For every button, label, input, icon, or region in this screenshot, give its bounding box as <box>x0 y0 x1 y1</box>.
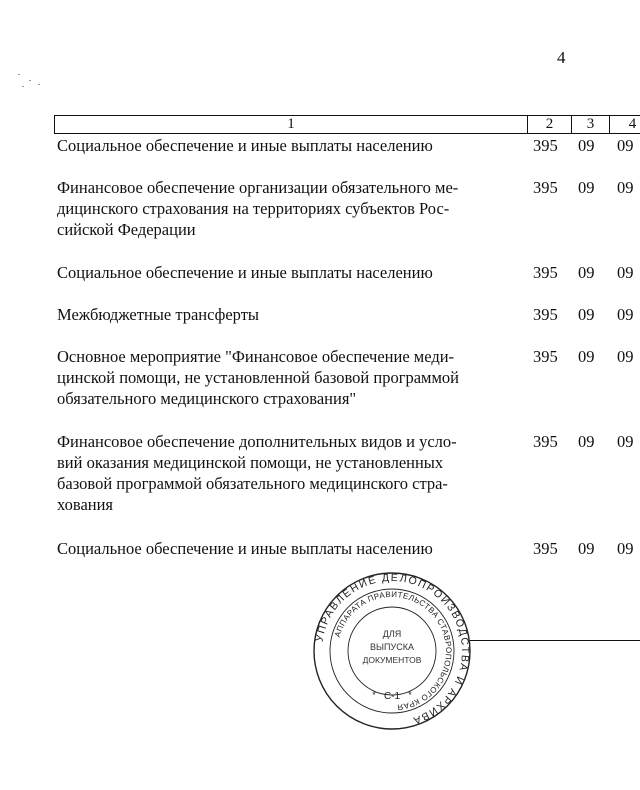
row-line: Социальное обеспечение и иные выплаты населению <box>57 136 433 155</box>
row-description <box>57 431 519 515</box>
row-line: вий оказания медицинской помощи, не установленных <box>57 453 444 472</box>
code-cell: 09 <box>578 305 595 324</box>
header-cell-2: 2 <box>527 116 571 133</box>
row-description <box>57 135 519 156</box>
code-cell: 09 <box>578 347 595 366</box>
code-cell: 09 <box>578 432 595 451</box>
stamp-code: С-1 <box>383 691 401 702</box>
scan-speck <box>18 74 20 75</box>
code-cell: 09 <box>578 263 595 282</box>
row-line: Социальное обеспечение и иные выплаты населению <box>57 539 433 558</box>
stamp-outer-text: УПРАВЛЕНИЕ ДЕЛОПРОИЗВОДСТВА И АРХИВА <box>313 571 472 727</box>
row-line: Финансовое обеспечение дополнительных видов и усло- <box>57 432 457 451</box>
code-cell: 09 <box>617 347 634 366</box>
row-line: Межбюджетные трансферты <box>57 305 260 324</box>
code-cell: 09 <box>578 178 595 197</box>
header-cell-1: 1 <box>287 116 295 132</box>
code-cell: 09 <box>617 263 634 282</box>
row-description <box>57 346 519 409</box>
code-cell: 09 <box>578 136 595 155</box>
row-line: Социальное обеспечение и иные выплаты населению <box>57 263 433 282</box>
stamp-star-icon: * <box>408 690 412 700</box>
code-cell: 395 <box>533 178 558 197</box>
stamp-center-line: ДЛЯ <box>382 629 402 639</box>
header-cell-3: 3 <box>571 116 609 133</box>
row-line: Основное мероприятие "Финансовое обеспечение меди- <box>57 347 455 366</box>
code-cell: 09 <box>617 305 634 324</box>
code-cell: 09 <box>617 178 634 197</box>
row-line: обязательного медицинского страхования" <box>57 389 357 408</box>
row-description <box>57 538 519 559</box>
header-cell-4: 4 <box>609 116 640 133</box>
table-header <box>54 115 640 134</box>
row-line: Финансовое обеспечение организации обязательного ме- <box>57 178 459 197</box>
row-description <box>57 177 519 240</box>
stamp-inner-text: АППАРАТА ПРАВИТЕЛЬСТВА СТАВРОПОЛЬСКОГО КРАЯ <box>332 589 454 712</box>
code-cell: 09 <box>578 539 595 558</box>
row-line: хования <box>57 495 114 514</box>
signature-line <box>470 640 640 641</box>
stamp-center-line: ВЫПУСКА <box>370 642 414 652</box>
code-cell: 395 <box>533 136 558 155</box>
stamp-center-line: ДОКУМЕНТОВ <box>362 655 422 665</box>
code-cell: 395 <box>533 347 558 366</box>
page-number: 4 <box>557 48 566 67</box>
official-stamp <box>312 571 472 731</box>
code-cell: 395 <box>533 539 558 558</box>
code-cell: 09 <box>617 432 634 451</box>
code-cell: 395 <box>533 263 558 282</box>
scan-speck <box>38 84 40 85</box>
scan-speck <box>22 86 24 87</box>
row-line: базовой программой обязательного медицинского стра- <box>57 474 448 493</box>
row-line: дицинского страхования на территориях субъектов Рос- <box>57 199 450 218</box>
stamp-star-icon: * <box>372 690 376 700</box>
code-cell: 09 <box>617 539 634 558</box>
row-line: сийской Федерации <box>57 220 196 239</box>
row-line: цинской помощи, не установленной базовой программой <box>57 368 460 387</box>
scan-speck <box>29 80 31 81</box>
code-cell: 09 <box>617 136 634 155</box>
code-cell: 395 <box>533 432 558 451</box>
code-cell: 395 <box>533 305 558 324</box>
row-description <box>57 304 519 325</box>
row-description <box>57 262 519 283</box>
